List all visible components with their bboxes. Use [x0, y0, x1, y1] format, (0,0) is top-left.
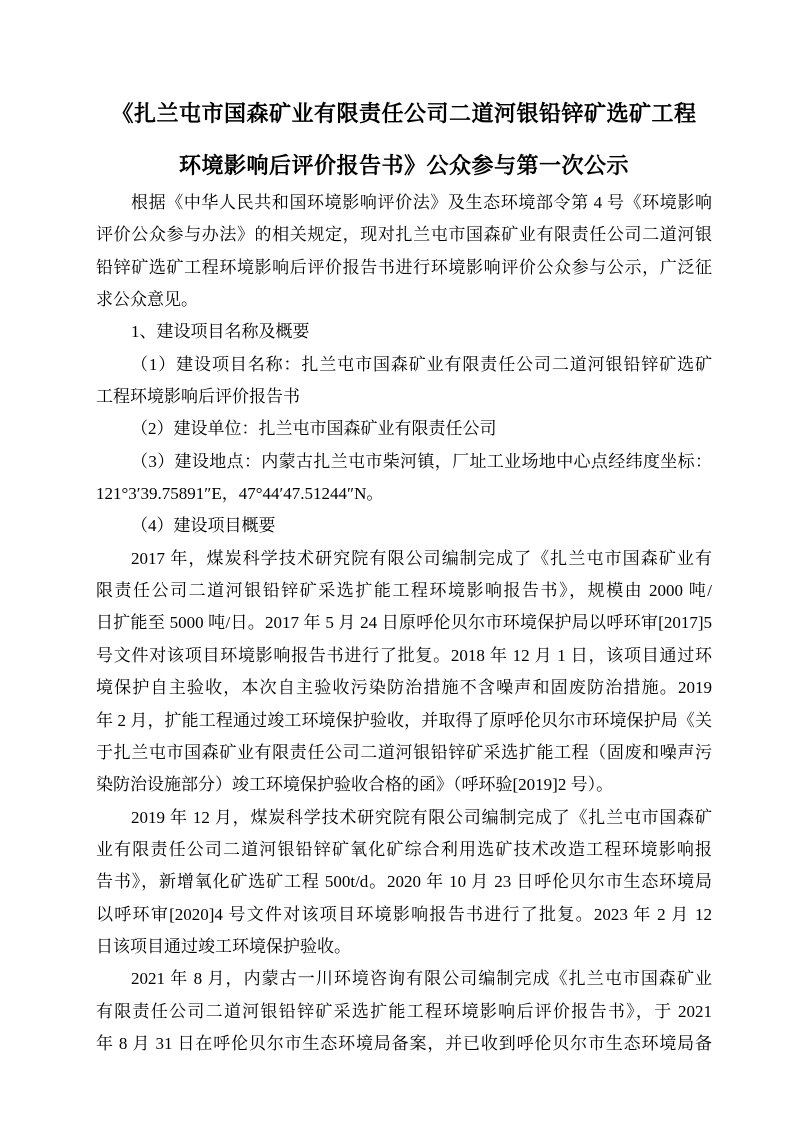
- text-line: （1）建设项目名称：扎兰屯市国森矿业有限责任公司二道河银铅锌矿选矿: [131, 354, 712, 374]
- text-line: 1、建设项目名称及概要: [131, 322, 310, 342]
- text-line: 2017 年，煤炭科学技术研究院有限公司编制完成了《扎兰屯市国森矿业有: [131, 548, 712, 568]
- text-line: 于扎兰屯市国森矿业有限责任公司二道河银铅锌矿采选扩能工程（固废和噪声污: [96, 742, 712, 762]
- text-line: 日该项目通过竣工环境保护验收。: [96, 936, 351, 956]
- text-line: （4）建设项目概要: [131, 516, 276, 536]
- text-line: 根据《中华人民共和国环境影响评价法》及生态环境部令第 4 号《环境影响: [131, 193, 712, 212]
- text-line: 年 8 月 31 日在呼伦贝尔市生态环境局备案，并已收到呼伦贝尔市生态环境局备: [96, 1033, 712, 1053]
- text-line: 铅锌矿选矿工程环境影响后评价报告书进行环境影响评价公众参与公示，广泛征: [96, 257, 712, 277]
- text-line: 限责任公司二道河银铅锌矿采选扩能工程环境影响报告书》，规模由 2000 吨/: [96, 581, 712, 601]
- text-line: 求公众意见。: [96, 290, 198, 310]
- text-line: 年 2 月，扩能工程通过竣工环境保护验收，并取得了原呼伦贝尔市环境保护局《关: [96, 710, 712, 730]
- text-line: 日扩能至 5000 吨/日。2017 年 5 月 24 日原呼伦贝尔市环境保护局以呼环审[2017]5: [96, 613, 712, 633]
- text-line: 121°3′39.75891″E，47°44′47.51244″N。: [96, 484, 384, 504]
- text-line: （2）建设单位：扎兰屯市国森矿业有限责任公司: [131, 419, 497, 439]
- text-line: 告书》，新增氧化矿选矿工程 500t/d。2020 年 10 月 23 日呼伦贝尔市生态环境局: [96, 872, 712, 892]
- text-line: 号文件对该项目环境影响报告书进行了批复。2018 年 12 月 1 日，该项目通过环: [96, 645, 712, 665]
- text-line: 有限责任公司二道河银铅锌矿采选扩能工程环境影响后评价报告书》，于 2021: [96, 1001, 712, 1021]
- text-line: 2021 年 8 月，内蒙古一川环境咨询有限公司编制完成《扎兰屯市国森矿业: [131, 969, 712, 989]
- text-line: 2019 年 12 月，煤炭科学技术研究院有限公司编制完成了《扎兰屯市国森矿: [131, 807, 712, 827]
- text-line: 以呼环审[2020]4 号文件对该项目环境影响报告书进行了批复。2023 年 2 月 12: [96, 904, 712, 924]
- text-line: 染防治设施部分）竣工环境保护验收合格的函》（呼环验[2019]2 号）。: [96, 775, 614, 795]
- text-line: （3）建设地点：内蒙古扎兰屯市柴河镇，厂址工业场地中心点经纬度坐标：: [131, 451, 712, 471]
- title-line-2: 环境影响后评价报告书》公众参与第一次公示: [178, 153, 629, 178]
- document-title: [96, 88, 712, 192]
- title-line-1: 《扎兰屯市国森矿业有限责任公司二道河银铅锌矿选矿工程: [111, 101, 697, 126]
- text-line: 评价公众参与办法》的相关规定，现对扎兰屯市国森矿业有限责任公司二道河银: [96, 225, 712, 245]
- text-line: 工程环境影响后评价报告书: [96, 387, 300, 407]
- document-body: [96, 187, 712, 1060]
- text-line: 业有限责任公司二道河银铅锌矿氧化矿综合利用选矿技术改造工程环境影响报: [96, 839, 712, 859]
- text-line: 境保护自主验收，本次自主验收污染防治措施不含噪声和固废防治措施。2019: [96, 678, 712, 698]
